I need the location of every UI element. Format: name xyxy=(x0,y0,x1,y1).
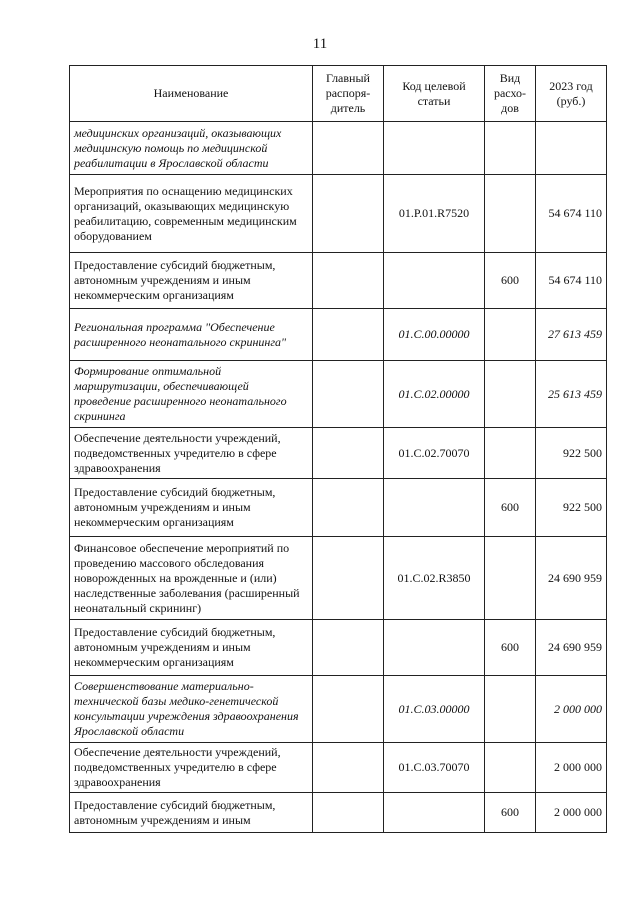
cell-amount: 25 613 459 xyxy=(536,361,607,428)
cell-code xyxy=(384,253,485,309)
cell-type: 600 xyxy=(485,253,536,309)
cell-admin xyxy=(313,479,384,537)
cell-type: 600 xyxy=(485,793,536,833)
header-admin: Главный распоря-дитель xyxy=(313,66,384,122)
cell-type: 600 xyxy=(485,479,536,537)
header-name: Наименование xyxy=(70,66,313,122)
table-row xyxy=(70,793,607,833)
table-row xyxy=(70,361,607,428)
cell-code: 01.С.02.70070 xyxy=(384,428,485,479)
cell-admin xyxy=(313,122,384,175)
cell-type xyxy=(485,361,536,428)
cell-code xyxy=(384,620,485,676)
cell-amount: 2 000 000 xyxy=(536,743,607,793)
cell-code: 01.Р.01.R7520 xyxy=(384,175,485,253)
header-amount: 2023 год (руб.) xyxy=(536,66,607,122)
cell-name: медицинских организаций, оказывающих медицинскую помощь по медицинской реабилитации в Ярославской области xyxy=(70,122,313,175)
cell-code xyxy=(384,122,485,175)
cell-admin xyxy=(313,537,384,620)
cell-type xyxy=(485,537,536,620)
table-row xyxy=(70,175,607,253)
cell-code: 01.С.02.R3850 xyxy=(384,537,485,620)
table-row xyxy=(70,743,607,793)
cell-admin xyxy=(313,309,384,361)
cell-code: 01.С.02.00000 xyxy=(384,361,485,428)
header-type: Вид расхо-дов xyxy=(485,66,536,122)
budget-table xyxy=(69,65,607,833)
cell-name: Предоставление субсидий бюджетным, автономным учреждениям и иным некоммерческим организациям xyxy=(70,620,313,676)
table-row xyxy=(70,309,607,361)
cell-type xyxy=(485,175,536,253)
table-row xyxy=(70,253,607,309)
table-row xyxy=(70,479,607,537)
cell-code: 01.С.03.00000 xyxy=(384,676,485,743)
cell-name: Обеспечение деятельности учреждений, подведомственных учредителю в сфере здравоохранения xyxy=(70,743,313,793)
cell-code: 01.С.03.70070 xyxy=(384,743,485,793)
cell-name: Совершенствование материально-технической базы медико-генетической консультации учреждения здравоохранения Ярославской области xyxy=(70,676,313,743)
cell-amount: 922 500 xyxy=(536,428,607,479)
table-row xyxy=(70,122,607,175)
cell-name: Предоставление субсидий бюджетным, автономным учреждениям и иным xyxy=(70,793,313,833)
cell-amount: 27 613 459 xyxy=(536,309,607,361)
cell-name: Предоставление субсидий бюджетным, автономным учреждениям и иным некоммерческим организациям xyxy=(70,253,313,309)
cell-admin xyxy=(313,676,384,743)
cell-amount: 922 500 xyxy=(536,479,607,537)
cell-name: Предоставление субсидий бюджетным, автономным учреждениям и иным некоммерческим организациям xyxy=(70,479,313,537)
cell-type xyxy=(485,743,536,793)
header-code: Код целевой статьи xyxy=(384,66,485,122)
table-row xyxy=(70,676,607,743)
cell-admin xyxy=(313,361,384,428)
table-row xyxy=(70,620,607,676)
cell-admin xyxy=(313,793,384,833)
cell-type xyxy=(485,122,536,175)
cell-name: Формирование оптимальной маршрутизации, обеспечивающей проведение расширенного неонатального скрининга xyxy=(70,361,313,428)
cell-amount: 54 674 110 xyxy=(536,253,607,309)
cell-code xyxy=(384,793,485,833)
cell-code: 01.С.00.00000 xyxy=(384,309,485,361)
page-number: 11 xyxy=(312,36,328,52)
cell-amount: 24 690 959 xyxy=(536,537,607,620)
cell-type xyxy=(485,676,536,743)
header-row xyxy=(70,66,607,122)
cell-type xyxy=(485,428,536,479)
cell-admin xyxy=(313,428,384,479)
cell-type: 600 xyxy=(485,620,536,676)
table-row xyxy=(70,428,607,479)
cell-admin xyxy=(313,175,384,253)
cell-admin xyxy=(313,743,384,793)
cell-amount: 54 674 110 xyxy=(536,175,607,253)
cell-code xyxy=(384,479,485,537)
cell-name: Мероприятия по оснащению медицинских организаций, оказывающих медицинскую реабилитацию, современным медицинским оборудованием xyxy=(70,175,313,253)
cell-name: Региональная программа "Обеспечение расширенного неонатального скрининга" xyxy=(70,309,313,361)
cell-amount: 24 690 959 xyxy=(536,620,607,676)
cell-name: Обеспечение деятельности учреждений, подведомственных учредителю в сфере здравоохранения xyxy=(70,428,313,479)
cell-name: Финансовое обеспечение мероприятий по проведению массового обследования новорожденных на врожденные и (или) наследственные заболевания (расширенный неонатальный скрининг) xyxy=(70,537,313,620)
cell-amount: 2 000 000 xyxy=(536,793,607,833)
cell-admin xyxy=(313,620,384,676)
cell-admin xyxy=(313,253,384,309)
cell-amount: 2 000 000 xyxy=(536,676,607,743)
table-row xyxy=(70,537,607,620)
cell-type xyxy=(485,309,536,361)
cell-amount xyxy=(536,122,607,175)
